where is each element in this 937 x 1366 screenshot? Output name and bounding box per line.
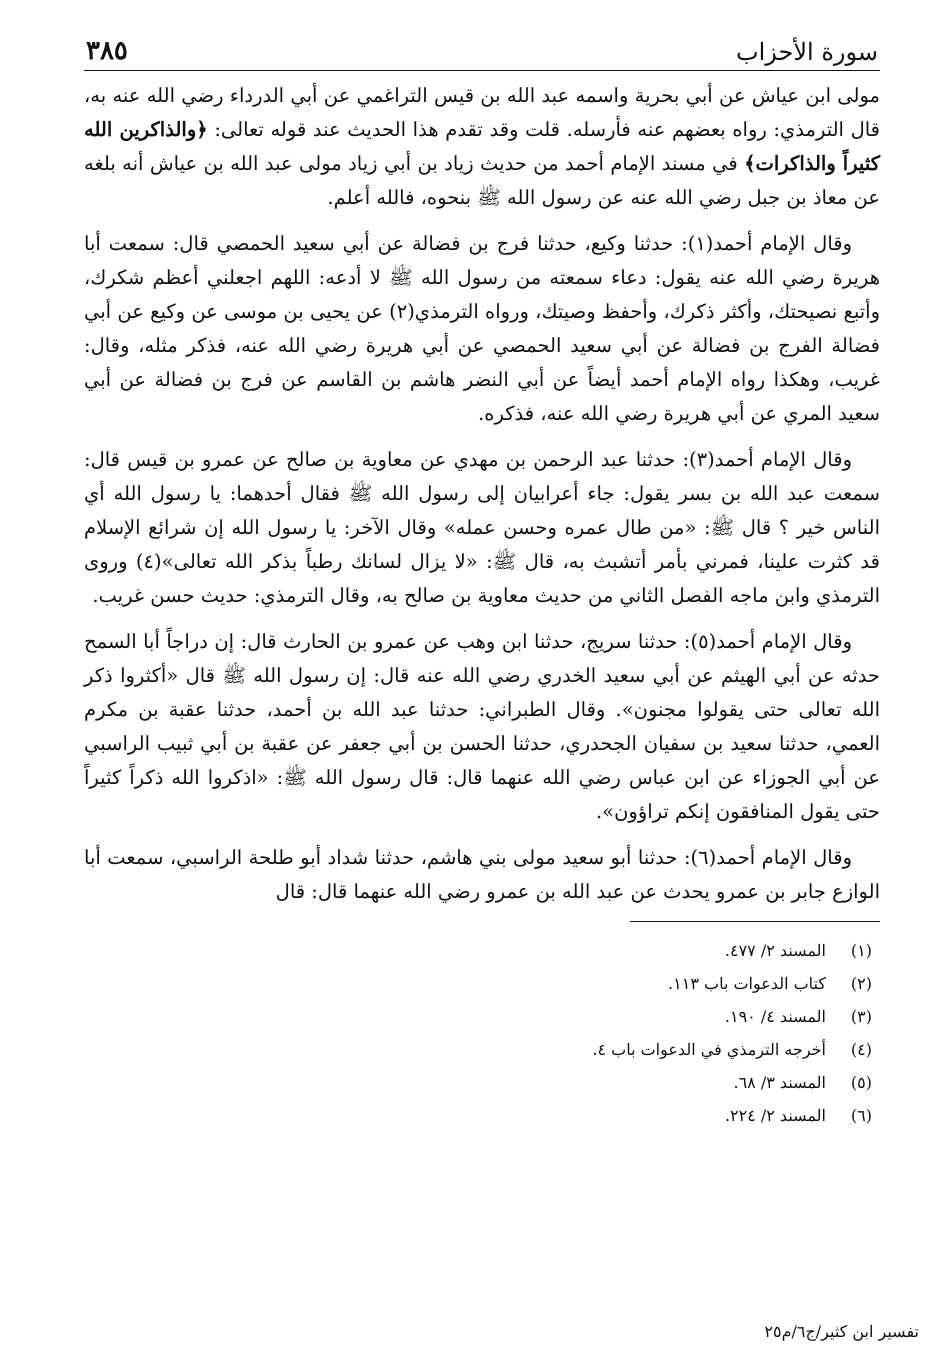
footnote-text: المسند ٤/ ١٩٠. (724, 1007, 826, 1026)
footnote-3 (84, 1000, 872, 1033)
footnote-6 (84, 1099, 872, 1132)
footnote-separator (630, 921, 880, 922)
running-header (84, 22, 880, 71)
footnote-text: المسند ٢/ ٢٢٤. (724, 1106, 826, 1125)
paragraph-1-tail: في مسند الإمام أحمد من حديث زياد بن أبي زياد مولى عبد الله بن عياش أنه بلغه عن معاذ بن جبل رضي الله عنه عن رسول الله ﷺ بنحوه، فالله أعلم. (84, 152, 880, 209)
footnote-text: كتاب الدعوات باب ١١٣. (668, 974, 826, 993)
footnote-4 (84, 1033, 872, 1066)
quran-quote: ﴿والذاكرين الله كثيراً والذاكرات﴾ (84, 118, 880, 175)
footnote-text: المسند ٢/ ٤٧٧. (724, 941, 826, 960)
footnote-number: (٤) (850, 1040, 872, 1059)
paragraph-1 (84, 79, 880, 215)
footnote-number: (٥) (850, 1073, 872, 1092)
body-text (84, 79, 880, 909)
footnote-number: (١) (850, 941, 872, 960)
footnote-number: (٣) (850, 1007, 872, 1026)
footnote-number: (٢) (850, 974, 872, 993)
surah-title: سورة الأحزاب (736, 38, 878, 66)
footnote-5 (84, 1066, 872, 1099)
footnote-2 (84, 967, 872, 1000)
footnotes (84, 934, 880, 1132)
book-page (84, 22, 880, 1342)
footnote-number: (٦) (850, 1106, 872, 1125)
footnote-text: المسند ٣/ ٦٨. (733, 1073, 826, 1092)
paragraph-2: وقال الإمام أحمد(١): حدثنا وكيع، حدثنا فرج بن فضالة عن أبي سعيد الحمصي قال: سمعت أبا هريرة رضي الله عنه يقول: دعاء سمعته من رسول الله ﷺ لا أدعه: اللهم اجعلني أعظم شكرك، وأتبع نصيحتك، وأكثر ذكرك، وأحفظ وصيتك، ورواه الترمذي(٢) عن يحيى بن موسى عن وكيع عن أبي فضالة الفرج بن فضالة عن أبي سعيد الحمصي عن أبي هريرة رضي الله عنه، فذكر مثله، وقال: غريب، وهكذا رواه الإمام أحمد أيضاً عن أبي النضر هاشم بن القاسم عن فرج بن فضالة عن أبي سعيد المري عن أبي هريرة رضي الله عنه، فذكره. (84, 232, 880, 425)
paragraph-3: وقال الإمام أحمد(٣): حدثنا عبد الرحمن بن مهدي عن معاوية بن صالح عن عمرو بن قيس قال: سمعت عبد الله بن بسر يقول: جاء أعرابيان إلى رسول الله ﷺ فقال أحدهما: يا رسول الله أي الناس خير ؟ قال ﷺ: «من طال عمره وحسن عمله» وقال الآخر: يا رسول الله إن شرائع الإسلام قد كثرت علينا، فمرني بأمر أتشبث به، قال ﷺ: «لا يزال لسانك رطباً بذكر الله تعالى»(٤) وروى الترمذي وابن ماجه الفصل الثاني من حديث معاوية بن صالح به، وقال الترمذي: حديث حسن غريب. (84, 448, 880, 607)
footnote-text: أخرجه الترمذي في الدعوات باب ٤. (592, 1040, 826, 1059)
book-imprint: تفسير ابن كثير/ج٦/م٢٥ (764, 1322, 919, 1341)
paragraph-1-lead: مولى ابن عياش عن أبي بحرية واسمه عبد الله بن قيس التراغمي عن أبي الدرداء رضي الله عنه به، قال الترمذي: رواه بعضهم عنه فأرسله. قلت وقد تقدم هذا الحديث عند قوله تعالى: (84, 84, 881, 141)
paragraph-5: وقال الإمام أحمد(٦): حدثنا أبو سعيد مولى بني هاشم، حدثنا شداد أبو طلحة الراسبي، سمعت أبا الوازع جابر بن عمرو يحدث عن عبد الله بن عمرو رضي الله عنهما قال: قال (84, 846, 880, 903)
paragraph-4: وقال الإمام أحمد(٥): حدثنا سريج، حدثنا ابن وهب عن عمرو بن الحارث قال: إن دراجاً أبا السمح حدثه عن أبي الهيثم عن أبي سعيد الخدري رضي الله عنه قال: إن رسول الله ﷺ قال «أكثروا ذكر الله تعالى حتى يقولوا مجنون». وقال الطبراني: حدثنا عبد الله بن أحمد، حدثنا عقبة بن مكرم العمي، حدثنا سعيد بن سفيان الجحدري، حدثنا الحسن بن أبي جعفر عن عقبة بن أبي ثبيب الراسبي عن أبي الجوزاء عن ابن عباس رضي الله عنهما قال: قال رسول الله ﷺ: «اذكروا الله ذكراً كثيراً حتى يقول المنافقون إنكم تراؤون». (84, 630, 880, 823)
page-number: ٣٨٥ (86, 36, 128, 66)
footnote-1 (84, 934, 872, 967)
